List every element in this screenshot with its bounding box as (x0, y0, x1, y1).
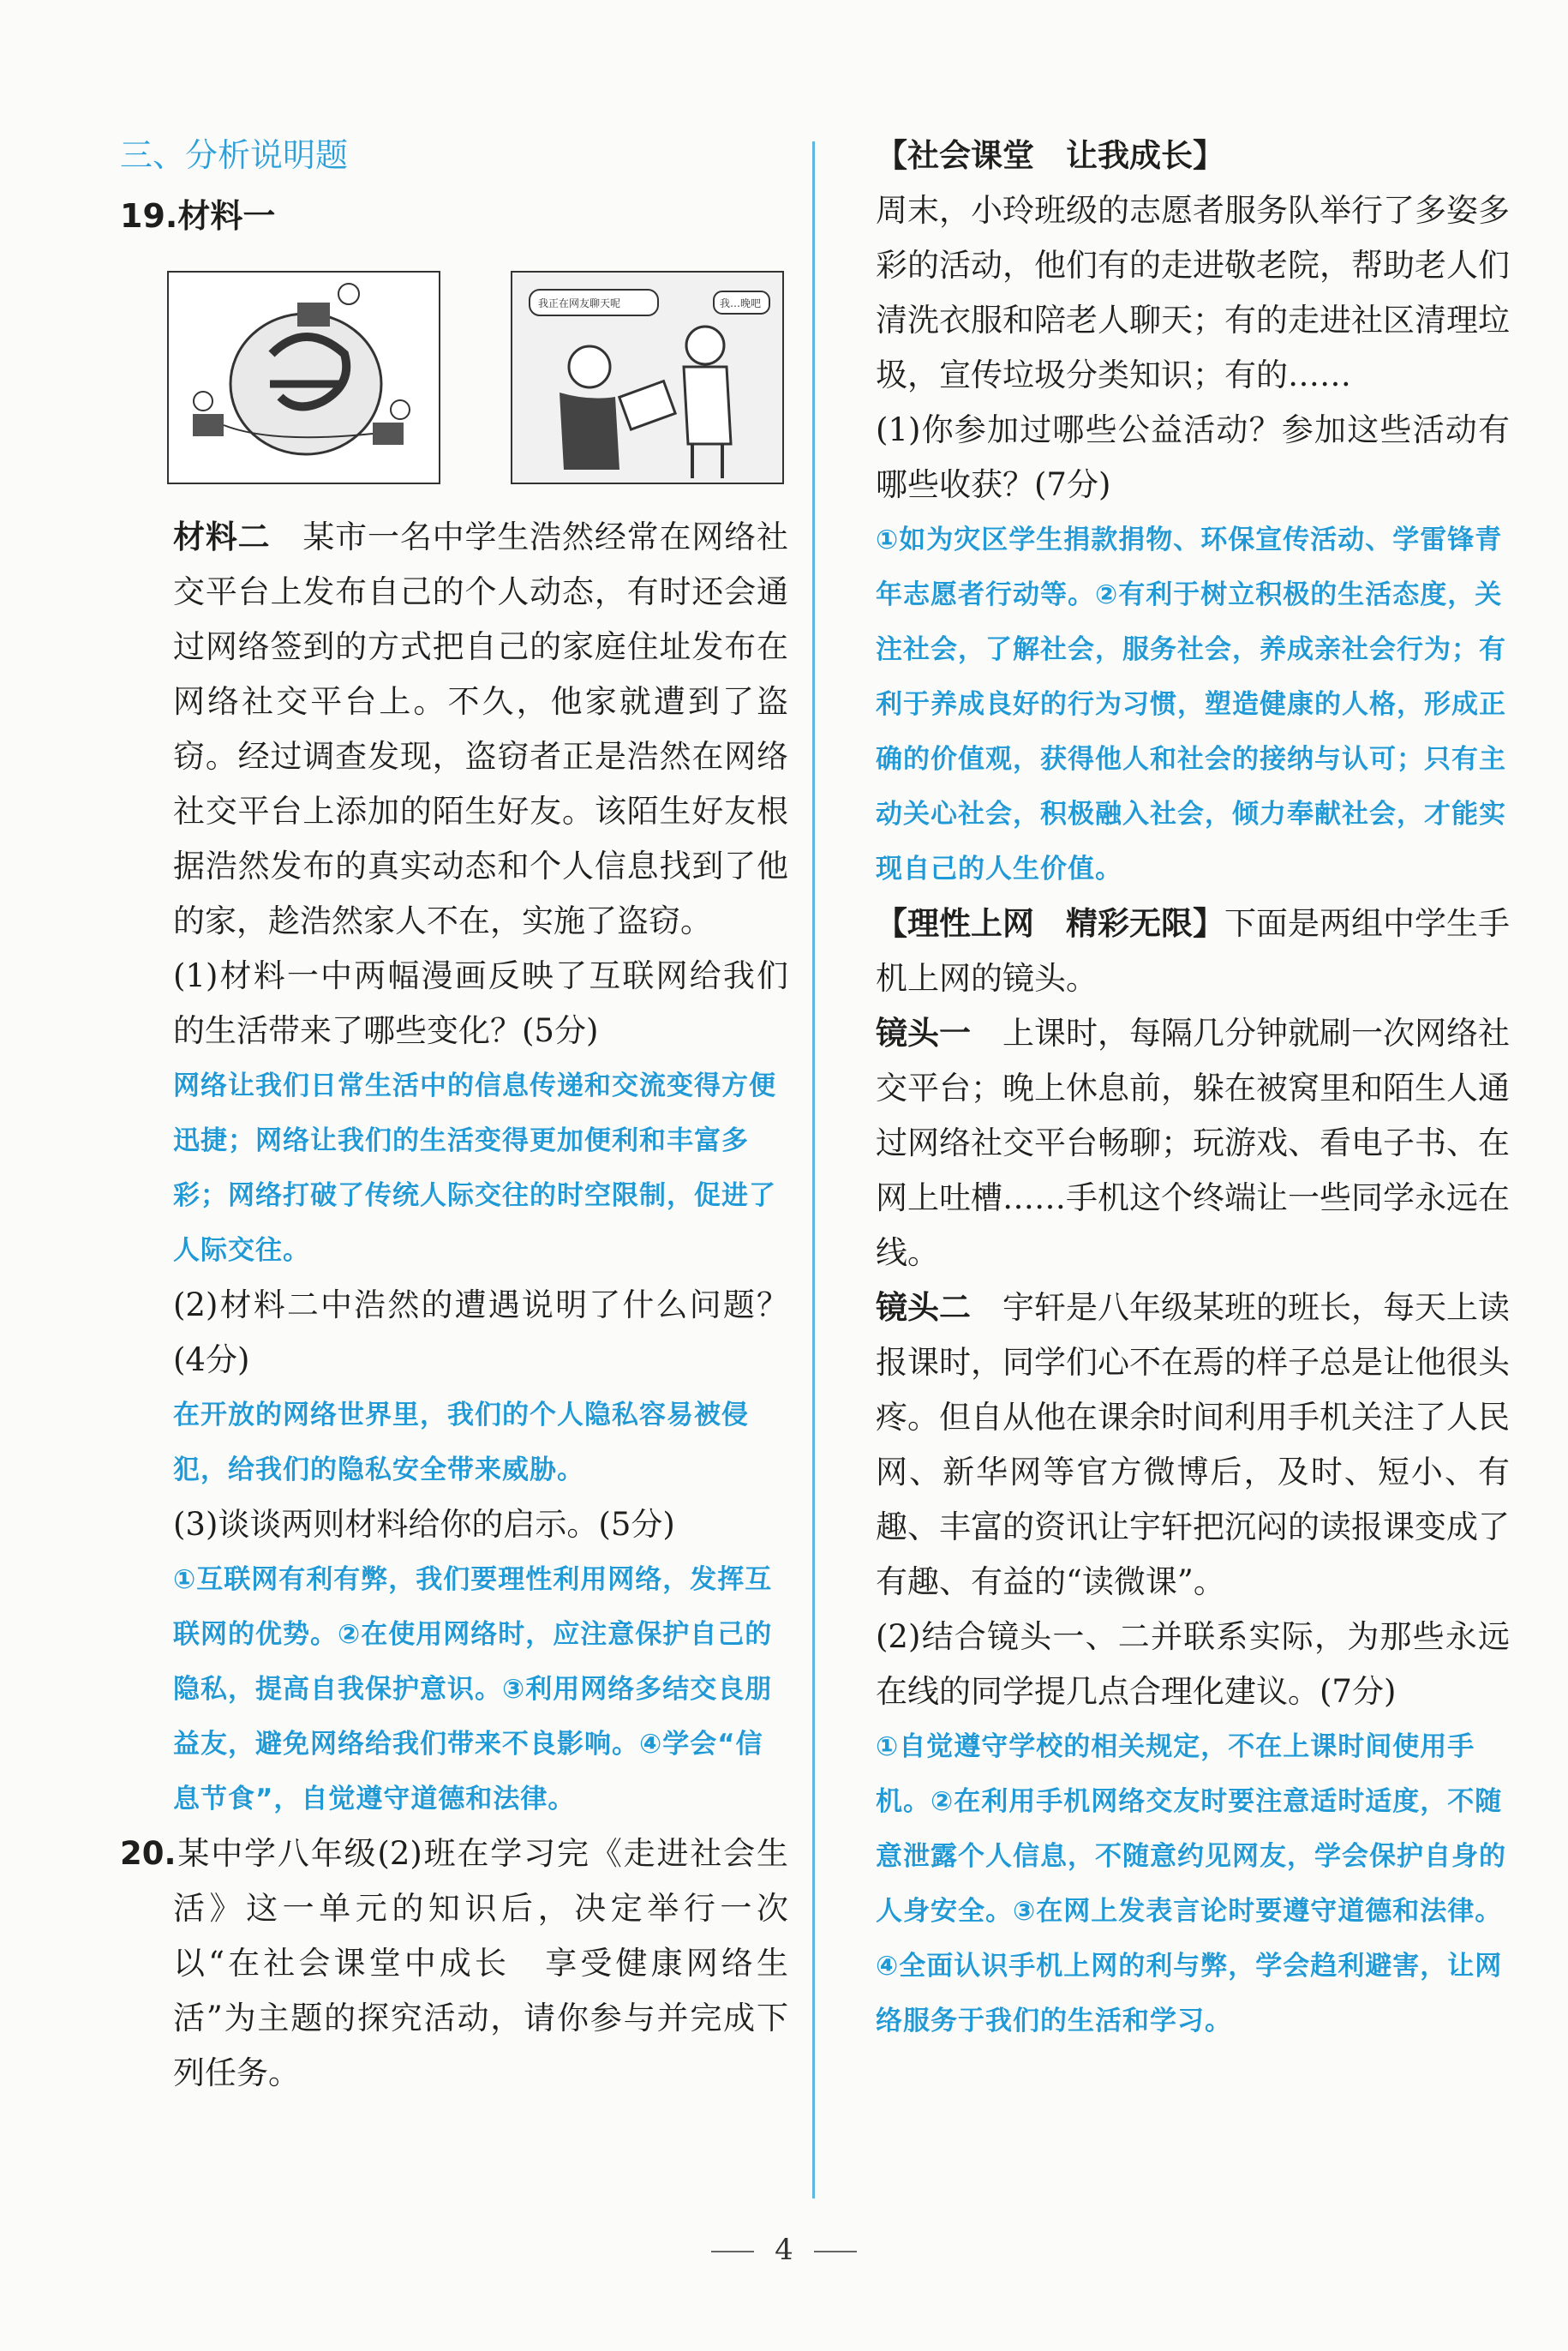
part1-title: 【社会课堂 让我成长】 (876, 137, 1224, 174)
q20-number: 20. (120, 1835, 177, 1872)
q20-intro-text: 某中学八年级(2)班在学习完《走进社会生活》这一单元的知识后，决定举行一次以“在社会课堂中成长 享受健康网络生活”为主题的探究活动，请你参与并完成下列任务。 (173, 1835, 788, 2091)
q20-question1: (1)你参加过哪些公益活动？参加这些活动有哪些收获？(7分) (876, 411, 1510, 503)
shot1 (876, 1006, 1510, 1280)
q20-answer2: ①自觉遵守学校的相关规定，不在上课时间使用手机。②在利用手机网络交友时要注意适时适度，不随意泄露个人信息，不随意约见网友，学会保护自身的人身安全。③在网上发表言论时要遵守道德和法律。④全面认识手机上网的利与弊，学会趋利避害，让网络服务于我们的生活和学习。 (876, 1731, 1506, 2036)
cartoon-internet-globe (167, 271, 440, 484)
footer-dash-right (814, 2251, 857, 2252)
part1-text: 周末，小玲班级的志愿者服务队举行了多姿多彩的活动，他们有的走进敬老院，帮助老人们清洗衣服和陪老人聊天；有的走进社区清理垃圾，宣传垃圾分类知识；有的…… (876, 192, 1510, 393)
left-column (120, 129, 788, 2101)
part2 (876, 897, 1510, 1006)
section-title: 三、分析说明题 (120, 136, 349, 174)
footer-dash-left (711, 2251, 754, 2252)
right-column (876, 129, 1510, 2048)
q20-question2: (2)结合镜头一、二并联系实际，为那些永远在线的同学提几点合理化建议。(7分) (876, 1618, 1510, 1710)
q19-number: 19. (120, 197, 178, 235)
q19-answer3: ①互联网有利有弊，我们要理性利用网络，发挥互联网的优势。②在使用网络时，应注意保护自己的隐私，提高自我保护意识。③利用网络多结交良朋益友，避免网络给我们带来不良影响。④学会“信息节食”，自觉遵守道德和法律。 (173, 1564, 773, 1814)
q20-intro (120, 1826, 788, 2101)
page-footer (0, 2233, 1568, 2267)
page-number: 4 (775, 2233, 793, 2267)
part2-intro: 下面是两组中学生手机上网的镜头。 (876, 905, 1510, 997)
material1-cartoons (167, 271, 784, 484)
column-divider (812, 141, 815, 2198)
q20-answer1: ①如为灾区学生捐款捐物、环保宣传活动、学雷锋青年志愿者行动等。②有利于树立积极的生活态度，关注社会，了解社会，服务社会，养成亲社会行为；有利于养成良好的行为习惯，塑造健康的人格，形成正确的价值观，获得他人和社会的接纳与认可；只有主动关心社会，积极融入社会，倾力奉献社会，才能实现自己的人生价值。 (876, 525, 1506, 885)
shot1-text: 上课时，每隔几分钟就刷一次网络社交平台；晚上休息前，躲在被窝里和陌生人通过网络社交平台畅聊；玩游戏、看电子书、在网上吐槽……手机这个终端让一些同学永远在线。 (876, 1015, 1510, 1271)
q19-question1: (1)材料一中两幅漫画反映了互联网给我们的生活带来了哪些变化？(5分) (173, 957, 788, 1049)
material1-label: 材料一 (177, 197, 276, 235)
q19-answer2: 在开放的网络世界里，我们的个人隐私容易被侵犯，给我们的隐私安全带来威胁。 (173, 1400, 749, 1485)
cartoon-chat-scene (511, 271, 784, 484)
cartoon-speech-left: 我正在网友聊天呢 (538, 297, 621, 309)
q19-question2: (2)材料二中浩然的遭遇说明了什么问题？(4分) (173, 1286, 788, 1378)
q19-heading (120, 189, 788, 237)
q19-question3: (3)谈谈两则材料给你的启示。(5分) (173, 1506, 675, 1543)
part2-title: 【理性上网 精彩无限】 (876, 905, 1224, 942)
shot2-text: 宇轩是八年级某班的班长，每天上读报课时，同学们心不在焉的样子总是让他很头疼。但自从他在课余时间利用手机关注了人民网、新华网等官方微博后，及时、短小、有趣、丰富的资讯让宇轩把沉闷的读报课变成了有趣、有益的“读微课”。 (876, 1289, 1510, 1600)
shot2-label: 镜头二 (876, 1289, 971, 1326)
material2 (120, 510, 788, 949)
cartoon-speech-right: 我…晚吧 (720, 297, 762, 309)
shot2 (876, 1280, 1510, 1610)
shot1-label: 镜头一 (876, 1015, 971, 1052)
q19-answer1: 网络让我们日常生活中的信息传递和交流变得方便迅捷；网络让我们的生活变得更加便利和丰富多彩；网络打破了传统人际交往的时空限制，促进了人际交往。 (173, 1071, 776, 1266)
material2-label: 材料二 (173, 519, 271, 555)
material2-text: 某市一名中学生浩然经常在网络社交平台上发布自己的个人动态，有时还会通过网络签到的方式把自己的家庭住址发布在网络社交平台上。不久，他家就遭到了盗窃。经过调查发现，盗窃者正是浩然在网络社交平台上添加的陌生好友。该陌生好友根据浩然发布的真实动态和个人信息找到了他的家，趁浩然家人不在，实施了盗窃。 (173, 519, 789, 939)
